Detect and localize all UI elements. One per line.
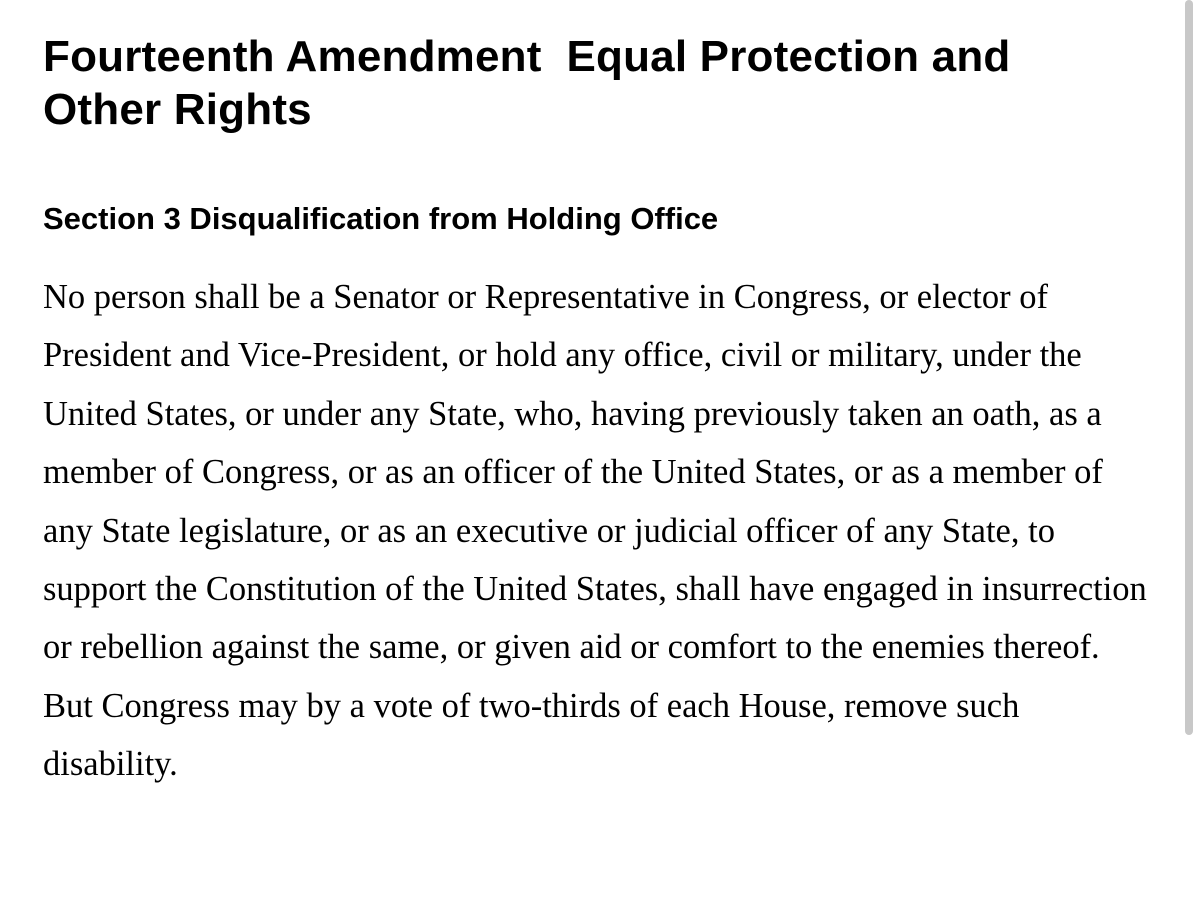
vertical-scrollbar[interactable]	[1185, 0, 1193, 735]
section-body-text: No person shall be a Senator or Representative in Congress, or elector of President and Vice-President, or hold any office, civil or military, under the United States, or under any State, who, having previously taken an oath, as a member of Congress, or as an officer of the United States, or as a member of any State legislature, or as an executive or judicial officer of any State, to support the Constitution of the United States, shall have engaged in insurrection or rebellion against the same, or given aid or comfort to the enemies thereof. But Congress may by a vote of two-thirds of each House, remove such disability.	[43, 278, 1147, 784]
section-heading: Section 3 Disqualification from Holding Office	[43, 201, 719, 236]
page-title: Fourteenth Amendment Equal Protection and Other Rights	[43, 32, 1011, 134]
